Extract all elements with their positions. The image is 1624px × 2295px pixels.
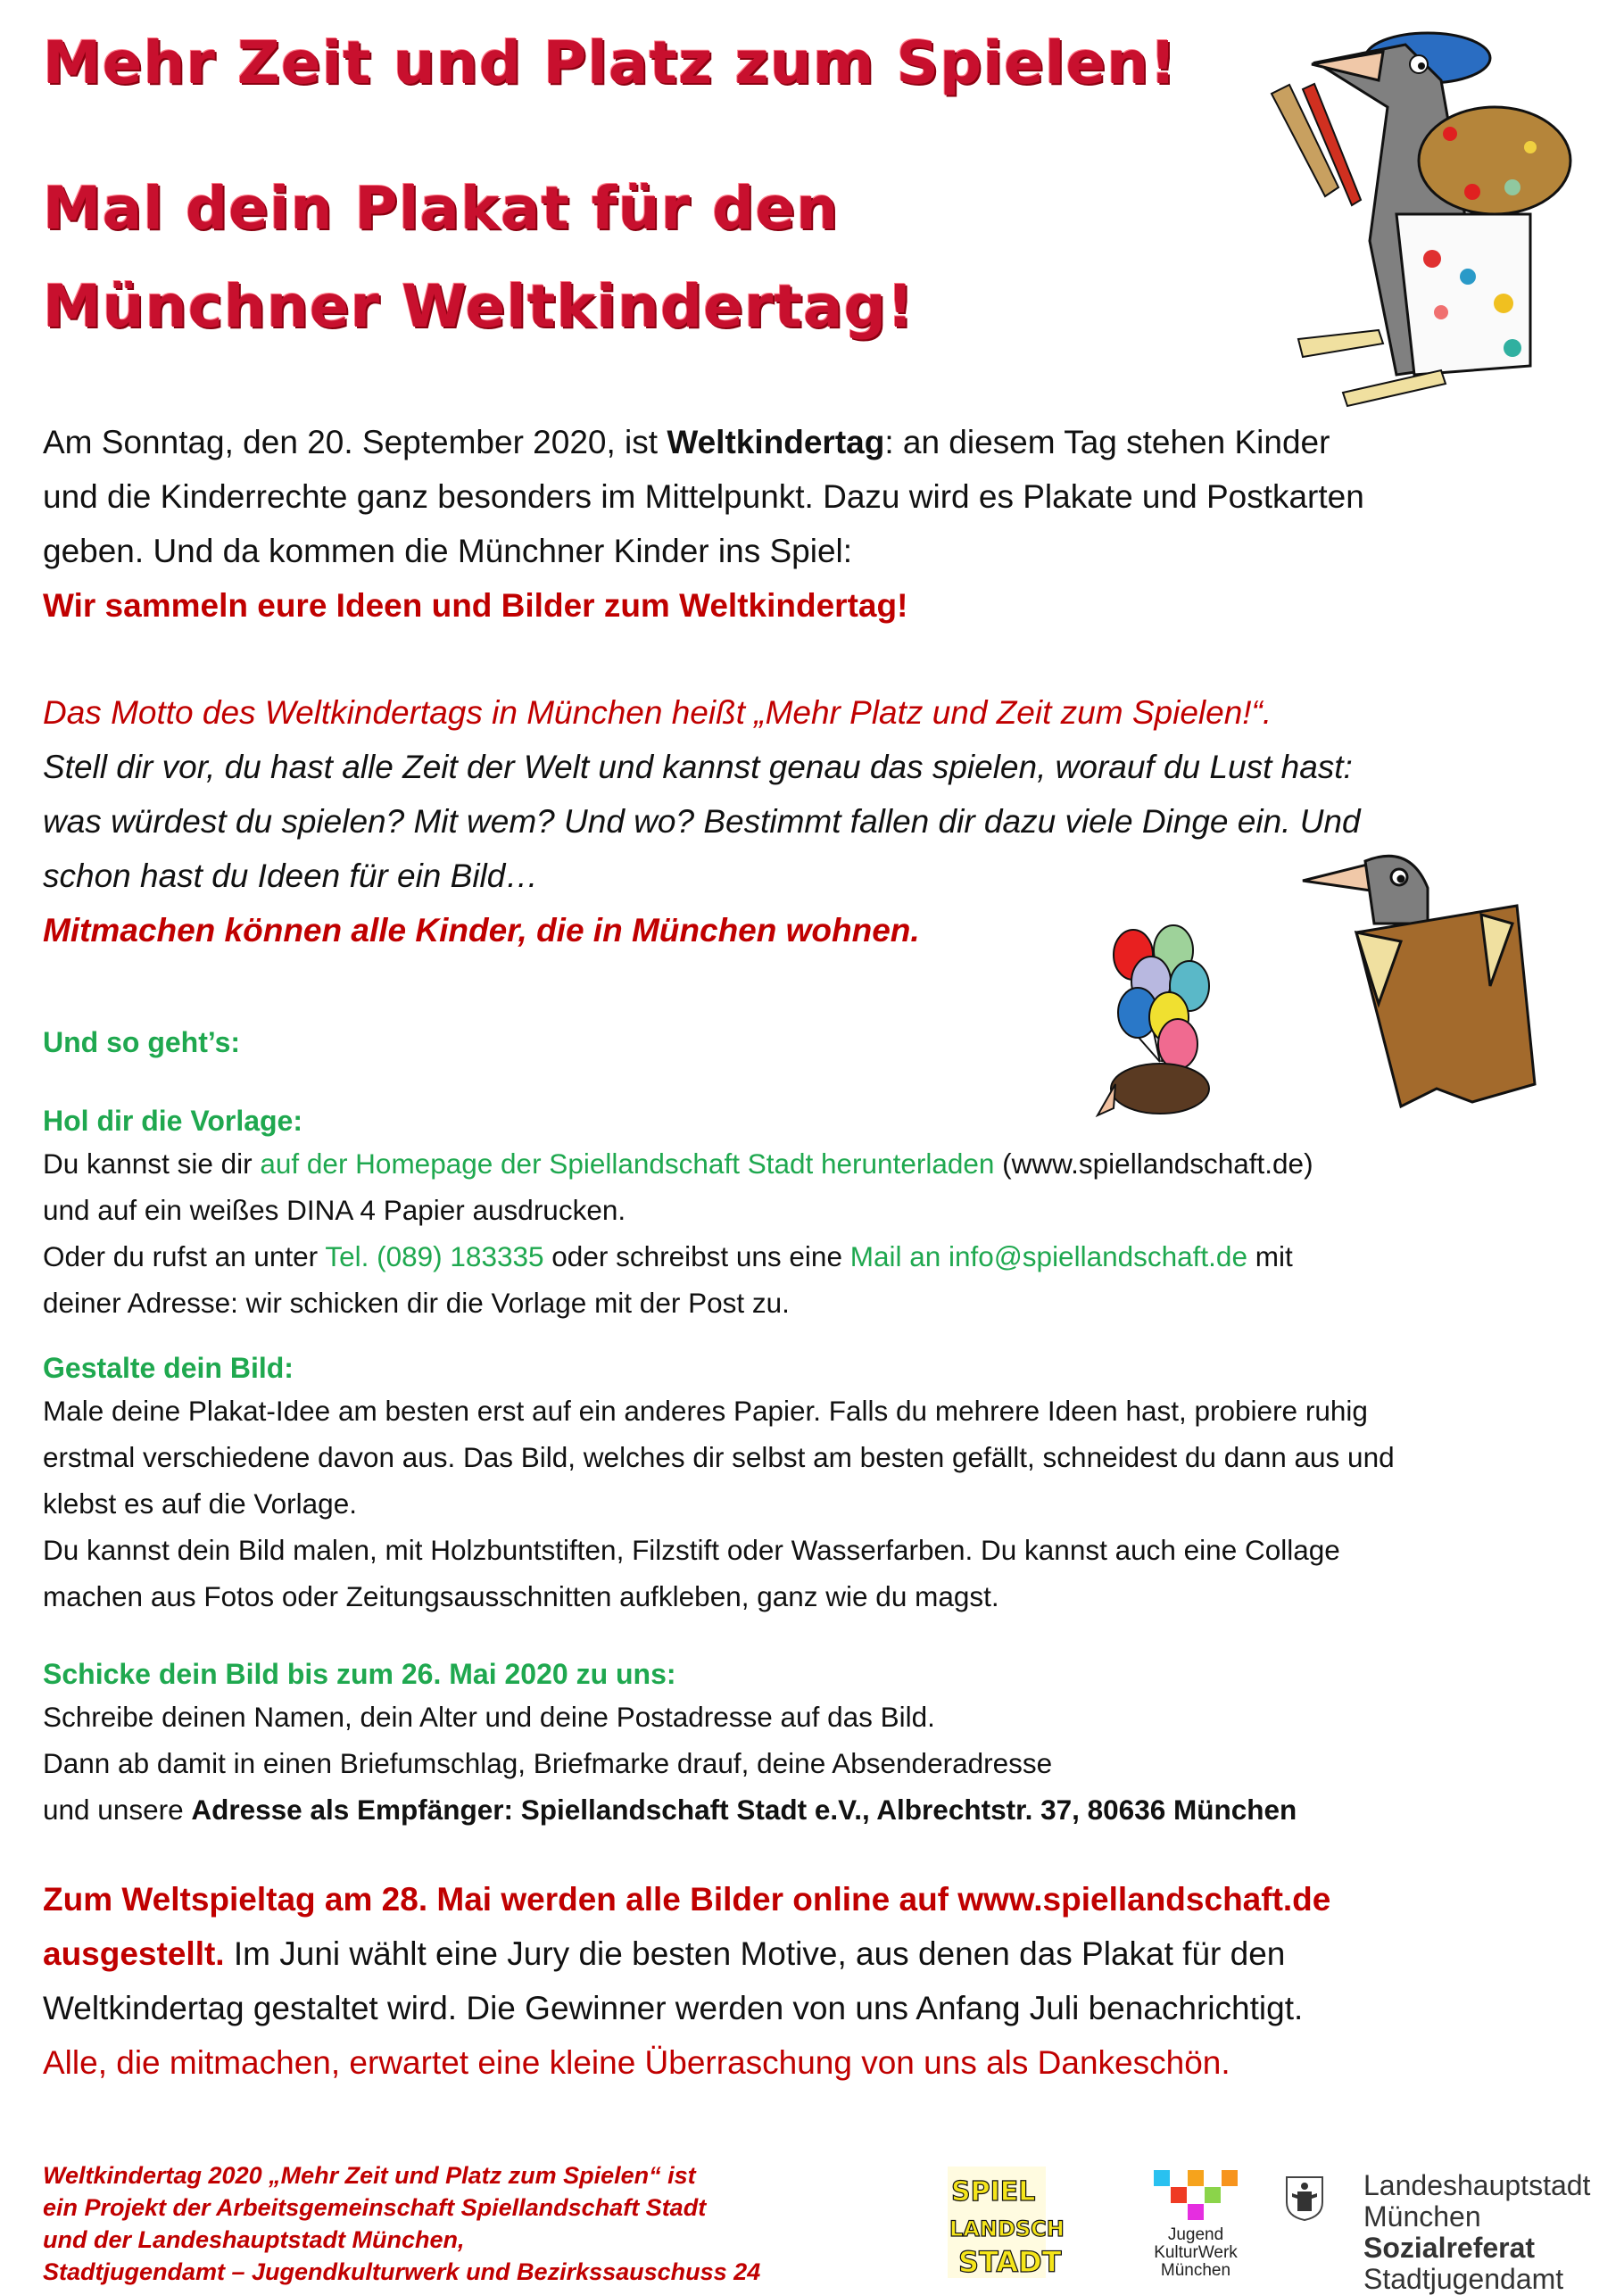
svg-text:SPIEL: SPIEL (951, 2176, 1036, 2208)
intro-line-3: geben. Und da kommen die Münchner Kinder ins Spiel: (43, 533, 853, 569)
motto-line-4: schon hast du Ideen für ein Bild… (43, 858, 539, 894)
lhm-line-4: Stadtjugendamt (1363, 2263, 1564, 2295)
step2-text (43, 1388, 1595, 1620)
lhm-line-1: Landeshauptstadt (1363, 2169, 1591, 2201)
footer-line-3: und der Landeshauptstadt München, (43, 2226, 465, 2253)
step1-text (43, 1140, 1595, 1326)
intro-line-1: Am Sonntag, den 20. September 2020, ist Weltkindertag: an diesem Tag stehen Kinder (43, 424, 1330, 460)
motto-line-1: Das Motto des Weltkindertags in München heißt „Mehr Platz und Zeit zum Spielen!“. (43, 694, 1272, 731)
spiellandschaft-logo (948, 2167, 1065, 2279)
painter-mole-illustration (1236, 9, 1593, 410)
step3-text (43, 1694, 1595, 1833)
footer-line-1: Weltkindertag 2020 „Mehr Zeit und Platz zum Spielen“ ist (43, 2162, 696, 2189)
step1-line-4: deiner Adresse: wir schicken dir die Vorlage mit der Post zu. (43, 1287, 790, 1319)
homepage-download-link[interactable]: auf der Homepage der Spiellandschaft Stadt herunterladen (260, 1148, 995, 1180)
page-title-line-3: Münchner Weltkindertag! (43, 272, 915, 341)
footer-line-4: Stadtjugendamt – Jugendkulturwerk und Bezirkssauschuss 24 (43, 2258, 761, 2285)
step2-line-2: erstmal verschiedene davon aus. Das Bild, welches dir selbst am besten gefällt, schneidest du dann aus und (43, 1441, 1395, 1473)
svg-text:LANDSCH: LANDSCH (949, 2216, 1065, 2241)
step2-heading: Gestalte dein Bild: (43, 1352, 294, 1384)
jugendkulturwerk-logo (1147, 2167, 1245, 2283)
page-title-line-1: Mehr Zeit und Platz zum Spielen! (43, 29, 1178, 97)
step1-heading: Hol dir die Vorlage: (43, 1105, 302, 1137)
recipient-address: Adresse als Empfänger: Spiellandschaft Stadt e.V., Albrechtstr. 37, 80636 München (191, 1794, 1297, 1826)
jugendkulturwerk-pixel-icon (1147, 2167, 1245, 2222)
jugendkulturwerk-text: Jugend KulturWerk München (1154, 2225, 1238, 2280)
step2-line-3: klebst es auf die Vorlage. (43, 1487, 357, 1520)
closing-line-2: ausgestellt. Im Juni wählt eine Jury die besten Motive, aus denen das Plakat für den (43, 1935, 1286, 1972)
svg-text:STADT: STADT (958, 2245, 1062, 2279)
step2-line-5: machen aus Fotos oder Zeitungsausschnitten aufkleben, ganz wie du magst. (43, 1580, 999, 1612)
lhm-line-3: Sozialreferat (1363, 2232, 1536, 2264)
sack-mole-illustration (1303, 852, 1570, 1120)
motto-line-2: Stell dir vor, du hast alle Zeit der Welt und kannst genau das spielen, worauf du Lust hast: (43, 749, 1353, 785)
intro-highlight: Wir sammeln eure Ideen und Bilder zum Weltkindertag! (43, 587, 908, 624)
balloon-mole-illustration (1062, 910, 1267, 1115)
page-title-line-2: Mal dein Plakat für den (43, 174, 840, 243)
footer-line-2: ein Projekt der Arbeitsgemeinschaft Spiellandschaft Stadt (43, 2194, 707, 2221)
weltkindertag-bold: Weltkindertag (667, 424, 885, 460)
step2-line-1: Male deine Plakat-Idee am besten erst auf ein anderes Papier. Falls du mehrere Ideen hast, probiere ruhig (43, 1395, 1368, 1427)
munich-coat-of-arms-icon (1285, 2175, 1324, 2222)
closing-line-3: Weltkindertag gestaltet wird. Die Gewinner werden von uns Anfang Juli benachrichtigt. (43, 1990, 1304, 2026)
step3-line-3: und unsere Adresse als Empfänger: Spiellandschaft Stadt e.V., Albrechtstr. 37, 80636 München (43, 1794, 1297, 1826)
closing-paragraph (43, 1872, 1578, 2090)
phone-link[interactable]: Tel. (089) 183335 (325, 1240, 544, 1272)
closing-line-1: Zum Weltspieltag am 28. Mai werden alle Bilder online auf www.spiellandschaft.de (43, 1881, 1331, 1918)
motto-line-3: was würdest du spielen? Mit wem? Und wo? Bestimmt fallen dir dazu viele Dinge ein. Und (43, 803, 1361, 840)
step3-heading: Schicke dein Bild bis zum 26. Mai 2020 zu uns: (43, 1658, 676, 1690)
howto-heading: Und so geht’s: (43, 1026, 241, 1058)
step3-line-2: Dann ab damit in einen Briefumschlag, Briefmarke drauf, deine Absenderadresse (43, 1747, 1053, 1779)
lhm-sozialreferat-logo (1363, 2170, 1590, 2295)
step1-line-2: und auf ein weißes DINA 4 Papier ausdrucken. (43, 1194, 626, 1226)
step1-line-3: Oder du rufst an unter Tel. (089) 183335 oder schreibst uns eine Mail an info@spiellandschaft.de mit (43, 1240, 1293, 1272)
step1-line-1: Du kannst sie dir auf der Homepage der Spiellandschaft Stadt herunterladen (www.spiellandschaft.de) (43, 1148, 1313, 1180)
step3-line-1: Schreibe deinen Namen, dein Alter und deine Postadresse auf das Bild. (43, 1701, 935, 1733)
intro-paragraph (43, 415, 1578, 633)
motto-highlight: Mitmachen können alle Kinder, die in München wohnen. (43, 912, 920, 949)
closing-line-4: Alle, die mitmachen, erwartet eine kleine Überraschung von uns als Dankeschön. (43, 2044, 1230, 2081)
footer-credits (43, 2159, 760, 2288)
email-link[interactable]: Mail an info@spiellandschaft.de (849, 1240, 1247, 1272)
palette-icon (1419, 107, 1570, 214)
step2-line-4: Du kannst dein Bild malen, mit Holzbuntstiften, Filzstift oder Wasserfarben. Du kannst auch eine Collage (43, 1534, 1340, 1566)
spiellandschaft-logo-graphic (948, 2167, 1065, 2279)
lhm-line-2: München (1363, 2200, 1481, 2233)
intro-line-2: und die Kinderrechte ganz besonders im Mittelpunkt. Dazu wird es Plakate und Postkarten (43, 478, 1364, 515)
